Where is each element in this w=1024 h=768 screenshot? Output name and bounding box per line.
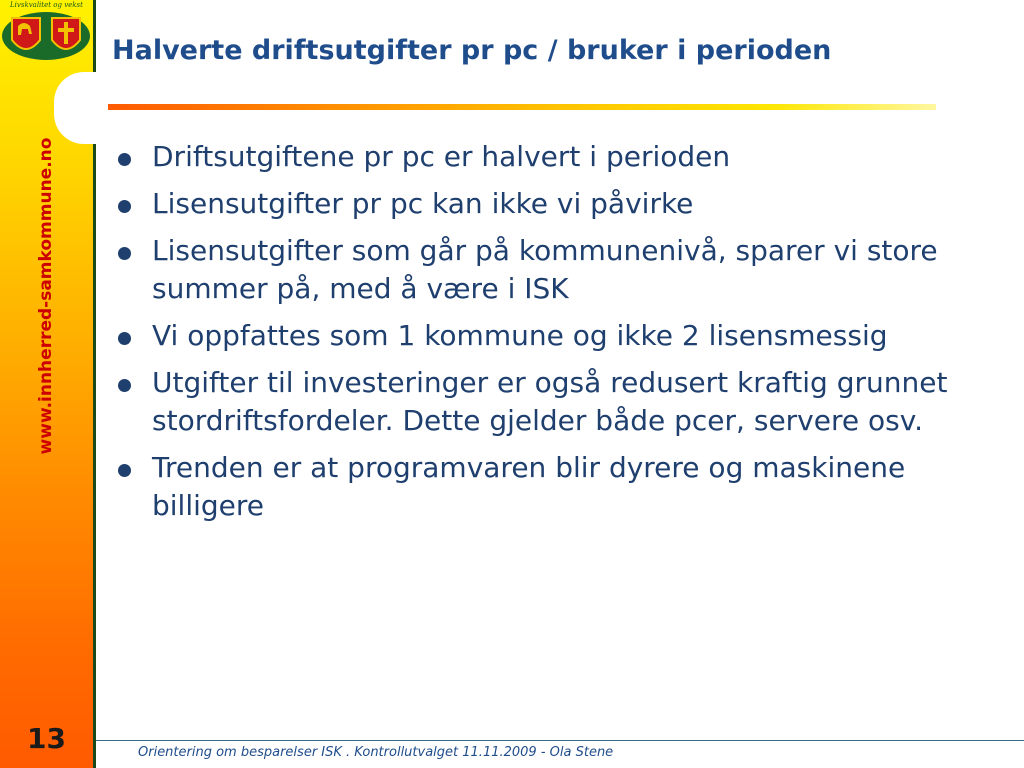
footer-text: Orientering om besparelser ISK . Kontrollutvalget 11.11.2009 - Ola Stene <box>138 745 614 760</box>
title-swoosh-decoration <box>54 72 108 144</box>
logo-motto: Livskvalitet og vekst <box>10 1 83 9</box>
bullet-item <box>118 185 998 223</box>
bullet-text: Lisensutgifter som går på kommunenivå, sparer vi store summer på, med å være i ISK <box>152 234 938 305</box>
bullet-item <box>118 138 998 176</box>
footer-divider <box>96 740 1024 741</box>
bullet-item <box>118 449 998 525</box>
slide-title: Halverte driftsutgifter pr pc / bruker i perioden <box>112 35 832 66</box>
bullet-dot-icon <box>118 379 131 392</box>
bullet-text: Vi oppfattes som 1 kommune og ikke 2 lisensmessig <box>152 319 888 352</box>
bullet-dot-icon <box>118 200 131 213</box>
bullet-item <box>118 232 998 308</box>
bullet-item <box>118 364 998 440</box>
bullet-text: Utgifter til investeringer er også redusert kraftig grunnet stordriftsfordeler. Dette gjelder både pcer, servere osv. <box>152 366 948 437</box>
bullet-text: Driftsutgiftene pr pc er halvert i perioden <box>152 140 731 173</box>
coat-of-arms-icon <box>0 0 93 62</box>
bullet-text: Trenden er at programvaren blir dyrere og maskinene billigere <box>152 451 906 522</box>
bullet-list <box>118 138 998 534</box>
bullet-dot-icon <box>118 332 131 345</box>
website-url: www.innherred-samkommune.no <box>36 137 56 455</box>
bullet-dot-icon <box>118 153 131 166</box>
title-underline-bar <box>108 104 936 110</box>
bullet-dot-icon <box>118 464 131 477</box>
bullet-dot-icon <box>118 247 131 260</box>
bullet-item <box>118 317 998 355</box>
slide-number: 13 <box>27 722 66 755</box>
bullet-text: Lisensutgifter pr pc kan ikke vi påvirke <box>152 187 694 220</box>
municipality-logo <box>0 0 93 62</box>
